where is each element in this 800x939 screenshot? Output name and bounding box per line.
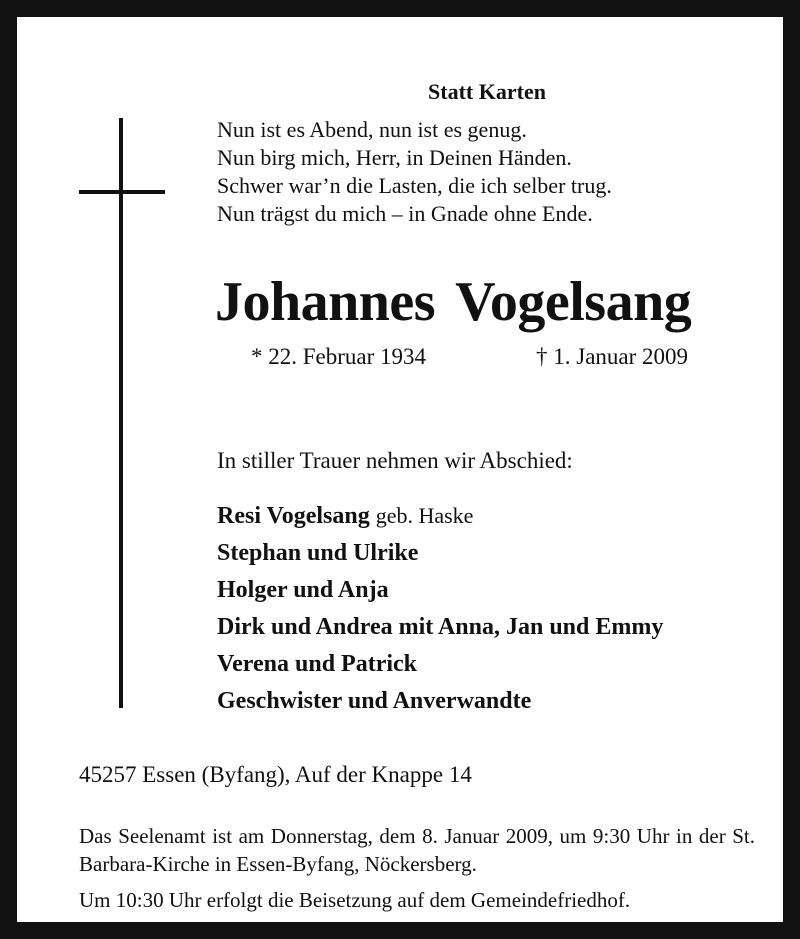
poem — [217, 116, 757, 228]
poem-line: Nun trägst du mich – in Gnade ohne Ende. — [217, 201, 593, 226]
list-item: Verena und Patrick — [217, 651, 418, 677]
poem-line: Schwer war’n die Lasten, die ich selber trug. — [217, 173, 612, 198]
mourners-list — [217, 497, 777, 720]
deceased-first-name: Johannes — [215, 271, 436, 333]
list-item: Stephan und Ulrike — [217, 540, 419, 566]
family-address: 45257 Essen (Byfang), Auf der Knappe 14 — [79, 762, 472, 787]
list-item: Geschwister und Anverwandte — [217, 688, 532, 714]
notice-heading: Statt Karten — [428, 79, 546, 104]
burial-info: Um 10:30 Uhr erfolgt die Beisetzung auf dem Gemeindefriedhof. — [79, 888, 631, 912]
cross-icon-horizontal-beam — [79, 190, 165, 194]
deceased-name — [215, 267, 775, 337]
list-item: Dirk und Andrea mit Anna, Jan und Emmy — [217, 614, 664, 640]
maiden-name: geb. Haske — [375, 503, 474, 528]
poem-line: Nun ist es Abend, nun ist es genug. — [217, 117, 527, 142]
list-item: Holger und Anja — [217, 577, 389, 603]
birth-date: * 22. Februar 1934 — [251, 344, 427, 369]
list-item — [217, 497, 777, 535]
service-info: Das Seelenamt ist am Donnerstag, dem 8. Januar 2009, um 9:30 Uhr in der St. Barbara-Kirche in Essen-Byfang, Nöckersberg. — [79, 824, 755, 876]
deceased-last-name: Vogelsang — [455, 271, 692, 333]
death-date: † 1. Januar 2009 — [536, 344, 689, 369]
mourner-name: Resi Vogelsang — [217, 503, 370, 529]
mourning-intro: In stiller Trauer nehmen wir Abschied: — [217, 448, 573, 473]
poem-line: Nun birg mich, Herr, in Deinen Händen. — [217, 145, 572, 170]
cross-icon-vertical-beam — [119, 118, 123, 708]
